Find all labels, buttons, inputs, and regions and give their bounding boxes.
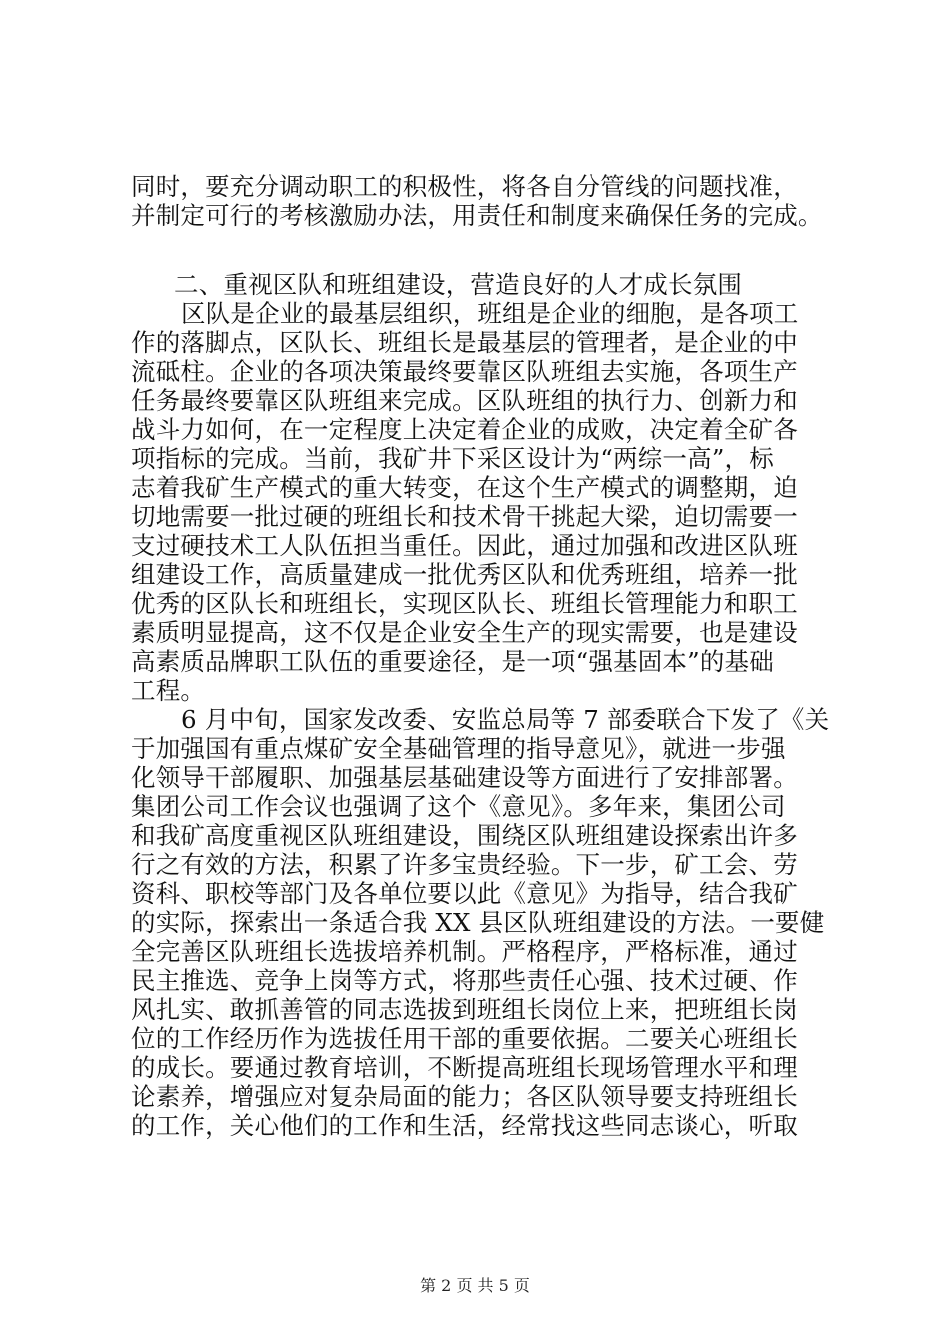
page-footer: [0, 1276, 950, 1296]
text-line: 切地需要一批过硬的班组长和技术骨干挑起大梁，迫切需要一: [131, 502, 798, 531]
text-line: 全完善区队班组长选拔培养机制。严格程序，严格标准，通过: [131, 937, 798, 966]
text-line: 支过硬技术工人队伍担当重任。因此，通过加强和改进区队班: [131, 531, 798, 560]
text-line: 流砥柱。企业的各项决策最终要靠区队班组去实施，各项生产: [131, 357, 798, 386]
text-line: 的工作，关心他们的工作和生活，经常找这些同志谈心，听取: [131, 1111, 798, 1140]
text-line: 作的落脚点，区队长、班组长是最基层的管理者，是企业的中: [131, 328, 798, 357]
text-line: 区队是企业的最基层组织，班组是企业的细胞，是各项工: [181, 299, 799, 328]
text-line: 资科、职校等部门及各单位要以此《意见》为指导，结合我矿: [131, 879, 798, 908]
text-line: 任务最终要靠区队班组来完成。区队班组的执行力、创新力和: [131, 386, 798, 415]
text-line: 组建设工作，高质量建成一批优秀区队和优秀班组，培养一批: [131, 560, 798, 589]
document-body: [131, 172, 831, 1140]
text-line: 同时，要充分调动职工的积极性，将各自分管线的问题找准，: [131, 172, 798, 201]
text-line: 并制定可行的考核激励办法，用责任和制度来确保任务的完成。: [131, 201, 823, 230]
text-line: 6 月中旬，国家发改委、安监总局等 7 部委联合下发了《关: [181, 705, 830, 734]
text-line: 的实际，探索出一条适合我 XX 县区队班组建设的方法。一要健: [131, 908, 825, 937]
section-heading: 二、重视区队和班组建设，营造良好的人才成长氛围: [174, 270, 743, 299]
paragraph-guidance: [131, 705, 831, 1140]
text-line: 化领导干部履职、加强基层基础建设等方面进行了安排部署。: [131, 763, 798, 792]
text-line: 志着我矿生产模式的重大转变，在这个生产模式的调整期，迫: [131, 473, 798, 502]
text-line: 工程。: [131, 676, 206, 705]
text-line: 和我矿高度重视区队班组建设，围绕区队班组建设探索出许多: [131, 821, 798, 850]
text-line: 高素质品牌职工队伍的重要途径，是一项“强基固本”的基础: [131, 647, 774, 676]
text-line: 的成长。要通过教育培训，不断提高班组长现场管理水平和理: [131, 1053, 798, 1082]
text-line: 位的工作经历作为选拔任用干部的重要依据。二要关心班组长: [131, 1024, 798, 1053]
page-number: 第 2 页 共 5 页: [420, 1276, 530, 1295]
text-line: 风扎实、敢抓善管的同志选拔到班组长岗位上来，把班组长岗: [131, 995, 798, 1024]
text-line: 论素养，增强应对复杂局面的能力；各区队领导要支持班组长: [131, 1082, 798, 1111]
paragraph-continuation: [131, 172, 831, 230]
paragraph-team-building: [131, 299, 831, 705]
text-line: 项指标的完成。当前，我矿井下采区设计为“两综一高”，标: [131, 444, 774, 473]
text-line: 集团公司工作会议也强调了这个《意见》。多年来，集团公司: [131, 792, 786, 821]
paragraph-gap: [131, 230, 831, 270]
text-line: 素质明显提高，这不仅是企业安全生产的现实需要，也是建设: [131, 618, 798, 647]
text-line: 战斗力如何，在一定程度上决定着企业的成败，决定着全矿各: [131, 415, 798, 444]
text-line: 行之有效的方法，积累了许多宝贵经验。下一步，矿工会、劳: [131, 850, 798, 879]
text-line: 优秀的区队长和班组长，实现区队长、班组长管理能力和职工: [131, 589, 798, 618]
text-line: 于加强国有重点煤矿安全基础管理的指导意见》，就进一步强: [131, 734, 786, 763]
text-line: 民主推选、竞争上岗等方式，将那些责任心强、技术过硬、作: [131, 966, 798, 995]
